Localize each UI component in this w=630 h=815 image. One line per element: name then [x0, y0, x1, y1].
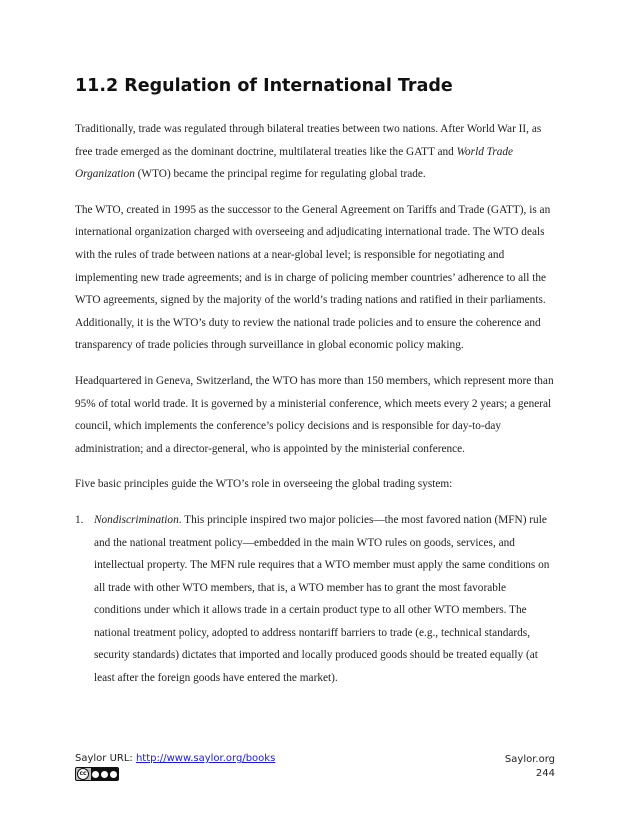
paragraph-wto-role: The WTO, created in 1995 as the successor to the General Agreement on Tariffs and Trade (GATT), is an international organization charged with overseeing and adjudicating international trade. The WTO deals with the rules of trade between nations at a near-global level; is responsible for negotiating and implementing new trade agreements; and is in charge of policing member countries’ adherence to all the WTO agreements, signed by the majority of the world’s trading nations and ratified in their parliaments. Additionally, it is the WTO’s duty to review the national trade policies and to ensure the coherence and transparency of trade policies through surveillance in global economic policy making.	[75, 203, 551, 352]
footer-url-label: Saylor URL:	[75, 753, 136, 764]
list-item	[75, 509, 555, 690]
footer-source	[75, 753, 275, 764]
paragraph-principles-intro: Five basic principles guide the WTO’s role in overseeing the global trading system:	[75, 478, 453, 491]
sharealike-icon	[110, 771, 117, 778]
principle-text: . This principle inspired two major policies—the most favored nation (MFN) rule and the national treatment policy—embedded in the main WTO rules on goods, services, and intellectual property. The MFN rule requires that a WTO member must apply the same conditions on all trade with other WTO members, that is, a WTO member has to grant the most favorable conditions under which it allows trade in a certain product type to all other WTO members. The national treatment policy, adopted to address nontariff barriers to trade (e.g., technical standards, security standards) dictates that imported and locally produced goods should be treated equally (at least after the foreign goods have entered the market).	[94, 513, 550, 685]
attribution-icon	[92, 771, 99, 778]
paragraph-headquarters: Headquartered in Geneva, Switzerland, the WTO has more than 150 members, which represent more than 95% of total world trade. It is governed by a ministerial conference, which meets every 2 years; a general council, which implements the conference’s policy decisions and is responsible for day-to-day administration; and a director-general, who is appointed by the ministerial conference.	[75, 374, 554, 455]
noncommercial-icon	[101, 771, 108, 778]
list-number: 1.	[75, 513, 84, 526]
cc-circle: cc	[77, 768, 89, 780]
footer-site: Saylor.org	[504, 754, 555, 765]
section-heading: 11.2 Regulation of International Trade	[75, 76, 453, 96]
wto-term: World Trade Organization	[75, 145, 514, 181]
page-number: 244	[535, 768, 555, 779]
paragraph-intro: Traditionally, trade was regulated through bilateral treaties between two nations. After World War II, as free trade emerged as the dominant doctrine, multilateral treaties like the GATT and World Trade Organization (WTO) became the principal regime for regulating global trade.	[75, 123, 542, 181]
creative-commons-license-icon	[75, 767, 119, 781]
body-text	[75, 118, 555, 690]
principle-term: Nondiscrimination	[94, 513, 179, 526]
principles-list	[75, 509, 555, 690]
footer-page-info	[505, 753, 555, 781]
license-terms-strip	[91, 768, 118, 780]
footer-url-link[interactable]: http://www.saylor.org/books	[135, 753, 276, 764]
